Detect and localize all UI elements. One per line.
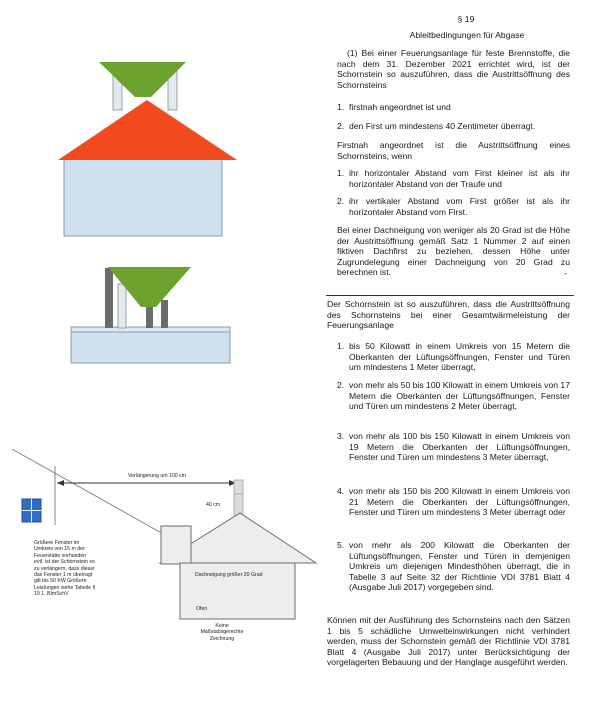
red-roof bbox=[58, 100, 237, 160]
condition-1-1: 1. firstnah angeordnet ist und bbox=[337, 102, 451, 112]
condition-3-5: 5. von mehr als 200 Kilowatt die Oberkanten der Lüftungsöffnungen, Fenster und Türen in demjenigen Umkreis um diejenigen Mindesthöhen überragt, die in Tabelle 3 auf Seite 32 der Richtlinie VDI 3781 Blatt 4 (Ausgabe Juli 2017) vorgegeben sind. bbox=[337, 540, 570, 593]
paragraph-1-intro: (1) Bei einer Feuerungsanlage für feste Brennstoffe, die nach dem 31. Dezember 2021 errichtet wird, ist der Schornstein so auszuführen, dass die Austrittsöffnung des Schornsteins bbox=[337, 48, 570, 90]
condition-2-1: 1. ihr horizontaler Abstand vom First kleiner ist als ihr horizontaler Abstand von der Traufe und bbox=[337, 168, 570, 189]
condition-1-2: 2. den First um mindestens 40 Zentimeter überragt. bbox=[337, 121, 536, 131]
condition-3-3: 3. von mehr als 100 bis 150 Kilowatt in einem Umkreis von 19 Metern die Oberkanten der Lüftungsöffnungen, Fenster und Türen um mindestens 3 Meter überragt, bbox=[337, 431, 570, 463]
height-label: 40 cm bbox=[206, 502, 221, 508]
section-title: Ableitbedingungen für Abgase bbox=[409, 30, 525, 40]
condition-2-2: 2. ihr vertikaler Abstand vom First größer ist als ihr horizontaler Abstand vom First. bbox=[337, 196, 570, 217]
divider bbox=[326, 295, 574, 296]
condition-3-1: 1. bis 50 Kilowatt in einem Umkreis von 15 Metern die Oberkanten der Lüftungsöffnungen, Fenster und Türen um mindestens 1 Meter überragt, bbox=[337, 341, 570, 373]
firstnah-definition: Firstnah angeordnet ist die Austrittsöffnung eines Schornsteins, wenn bbox=[337, 140, 570, 161]
figure-1-house-red-roof bbox=[58, 62, 237, 236]
roof-pitch-rule: Bei einer Dachneigung von weniger als 20 Grad ist die Höhe der Austrittsöffnung gemäß Satz 1 Nummer 2 auf einen fiktiven Dachfirst zu beziehen, dessen Höhe unter Zugrundelegung einer Dachneigung von 20 Grad zu berechnen ist. bbox=[337, 225, 570, 278]
condition-3-4: 4. von mehr als 150 bis 200 Kilowatt in einem Umkreis von 21 Metern die Oberkanten der Lüftungsöffnungen, Fenster und Türen um mindestens 3 Meter überragt oder bbox=[337, 486, 570, 518]
distance-label: Verlängerung um 100 cm bbox=[128, 473, 186, 479]
section-heading: § 19 bbox=[457, 14, 475, 24]
paragraph-2-intro: Der Schornstein ist so auszuführen, dass die Austrittsöffnung des Schornsteins bei einer Gesamtwärmeleistung der Feuerungsanlage bbox=[327, 299, 570, 331]
house-annex bbox=[161, 526, 191, 564]
roof-pitch-label: Dachneigung größer 20 Grad bbox=[195, 572, 263, 578]
window-note: Größere Fenster im Umkreis von 15 m der Feuerstätte vorhanden evtl. ist der Schornstein so zu verlängern, dass dieser das Fenster 1 m überragt gilt bis 50 KW Größere Leistungen siehe Tabelle § 19 1. BImSchV bbox=[34, 540, 96, 598]
closing-paragraph: Können mit der Ausführung des Schornsteins nach den Sätzen 1 bis 5 schädliche Umwelteinwirkungen nicht verhindert werden, muss der Schornstein gemäß der Richtlinie VDI 3781 Blatt 4 (Ausgabe Juli 2017) unter Berücksichtigung der vorgelagerten Bebauung und der Hanglage ausgeführt werden. bbox=[327, 615, 570, 668]
oven-label: Ofen bbox=[196, 606, 208, 612]
pipe-right bbox=[161, 300, 168, 328]
trailing-mark: - bbox=[564, 268, 567, 278]
pipe-mid bbox=[146, 304, 153, 328]
pipe-left bbox=[105, 268, 113, 328]
scale-note: Keine Maßstabsgerechte Zeichnung bbox=[200, 623, 244, 642]
house-wall bbox=[64, 158, 222, 236]
condition-3-2: 2. von mehr als 50 bis 100 Kilowatt in einem Umkreis von 17 Metern die Oberkanten der Lüftungsöffnungen, Fenster und Türen um mindestens 2 Meter überragt, bbox=[337, 380, 570, 412]
figure-2-flat-roof bbox=[71, 267, 230, 363]
chimney-light bbox=[118, 284, 126, 328]
